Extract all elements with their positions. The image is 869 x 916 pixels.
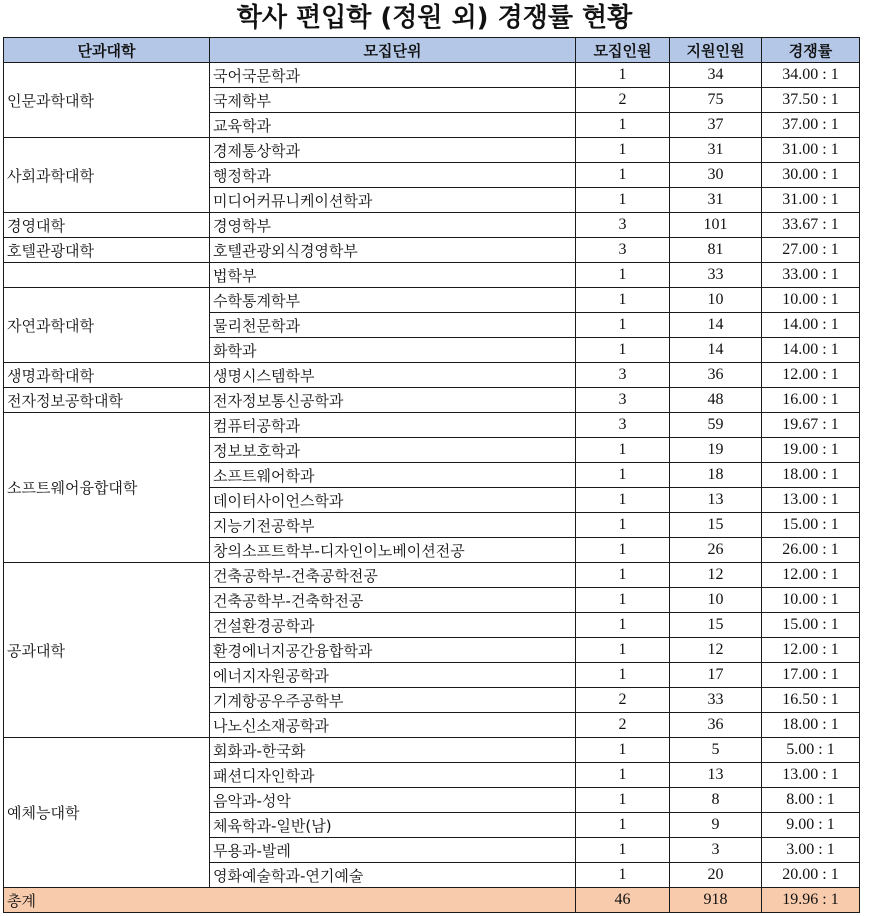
- ratio-cell: 14.00 : 1: [762, 313, 860, 338]
- ratio-cell: 15.00 : 1: [762, 613, 860, 638]
- unit-cell: 정보보호학과: [210, 438, 576, 463]
- applicants-cell: 34: [670, 63, 762, 88]
- quota-cell: 1: [576, 138, 670, 163]
- quota-cell: 1: [576, 763, 670, 788]
- unit-cell: 환경에너지공간융합학과: [210, 638, 576, 663]
- applicants-cell: 75: [670, 88, 762, 113]
- applicants-cell: 59: [670, 413, 762, 438]
- total-row: [4, 888, 860, 913]
- college-cell: 생명과학대학: [4, 363, 210, 388]
- quota-cell: 1: [576, 513, 670, 538]
- college-cell: 사회과학대학: [4, 138, 210, 213]
- ratio-cell: 16.00 : 1: [762, 388, 860, 413]
- unit-cell: 소프트웨어학과: [210, 463, 576, 488]
- table-row: [4, 738, 860, 763]
- applicants-cell: 48: [670, 388, 762, 413]
- quota-cell: 1: [576, 338, 670, 363]
- page-title: 학사 편입학 (정원 외) 경쟁률 현황: [236, 3, 633, 33]
- ratio-cell: 17.00 : 1: [762, 663, 860, 688]
- applicants-cell: 12: [670, 638, 762, 663]
- ratio-cell: 12.00 : 1: [762, 563, 860, 588]
- college-cell: 전자정보공학대학: [4, 388, 210, 413]
- applicants-cell: 31: [670, 188, 762, 213]
- unit-cell: 교육학과: [210, 113, 576, 138]
- quota-cell: 1: [576, 813, 670, 838]
- applicants-cell: 33: [670, 263, 762, 288]
- ratio-cell: 27.00 : 1: [762, 238, 860, 263]
- ratio-cell: 5.00 : 1: [762, 738, 860, 763]
- quota-cell: 1: [576, 588, 670, 613]
- unit-cell: 경제통상학과: [210, 138, 576, 163]
- applicants-cell: 20: [670, 863, 762, 888]
- quota-cell: 3: [576, 413, 670, 438]
- header-row: [4, 38, 860, 63]
- quota-cell: 3: [576, 388, 670, 413]
- ratio-cell: 10.00 : 1: [762, 588, 860, 613]
- ratio-cell: 13.00 : 1: [762, 763, 860, 788]
- quota-cell: 1: [576, 863, 670, 888]
- header-quota: 모집인원: [576, 38, 670, 63]
- total-quota: 46: [576, 888, 670, 913]
- quota-cell: 1: [576, 788, 670, 813]
- quota-cell: 3: [576, 213, 670, 238]
- table-row: [4, 288, 860, 313]
- unit-cell: 지능기전공학부: [210, 513, 576, 538]
- ratio-cell: 33.00 : 1: [762, 263, 860, 288]
- applicants-cell: 12: [670, 563, 762, 588]
- applicants-cell: 37: [670, 113, 762, 138]
- college-cell: 호텔관광대학: [4, 238, 210, 263]
- ratio-cell: 13.00 : 1: [762, 488, 860, 513]
- applicants-cell: 18: [670, 463, 762, 488]
- ratio-cell: 18.00 : 1: [762, 713, 860, 738]
- ratio-cell: 30.00 : 1: [762, 163, 860, 188]
- unit-cell: 전자정보통신공학과: [210, 388, 576, 413]
- unit-cell: 건축공학부-건축학전공: [210, 588, 576, 613]
- quota-cell: 1: [576, 163, 670, 188]
- unit-cell: 국제학부: [210, 88, 576, 113]
- ratio-cell: 33.67 : 1: [762, 213, 860, 238]
- unit-cell: 무용과-발레: [210, 838, 576, 863]
- table-row: [4, 63, 860, 88]
- unit-cell: 법학부: [210, 263, 576, 288]
- table-row: [4, 388, 860, 413]
- unit-cell: 회화과-한국화: [210, 738, 576, 763]
- unit-cell: 건축공학부-건축공학전공: [210, 563, 576, 588]
- applicants-cell: 30: [670, 163, 762, 188]
- quota-cell: 1: [576, 488, 670, 513]
- unit-cell: 미디어커뮤니케이션학과: [210, 188, 576, 213]
- unit-cell: 영화예술학과-연기예술: [210, 863, 576, 888]
- ratio-cell: 37.00 : 1: [762, 113, 860, 138]
- applicants-cell: 14: [670, 338, 762, 363]
- unit-cell: 데이터사이언스학과: [210, 488, 576, 513]
- applicants-cell: 8: [670, 788, 762, 813]
- college-cell: [4, 263, 210, 288]
- ratio-cell: 14.00 : 1: [762, 338, 860, 363]
- applicants-cell: 15: [670, 613, 762, 638]
- ratio-cell: 16.50 : 1: [762, 688, 860, 713]
- unit-cell: 음악과-성악: [210, 788, 576, 813]
- quota-cell: 1: [576, 263, 670, 288]
- table-row: [4, 138, 860, 163]
- college-cell: 자연과학대학: [4, 288, 210, 363]
- quota-cell: 1: [576, 738, 670, 763]
- quota-cell: 1: [576, 113, 670, 138]
- total-ratio: 19.96 : 1: [762, 888, 860, 913]
- total-applicants: 918: [670, 888, 762, 913]
- ratio-cell: 19.67 : 1: [762, 413, 860, 438]
- applicants-cell: 36: [670, 713, 762, 738]
- quota-cell: 2: [576, 88, 670, 113]
- unit-cell: 경영학부: [210, 213, 576, 238]
- quota-cell: 1: [576, 463, 670, 488]
- unit-cell: 호텔관광외식경영학부: [210, 238, 576, 263]
- quota-cell: 1: [576, 613, 670, 638]
- ratio-cell: 3.00 : 1: [762, 838, 860, 863]
- unit-cell: 물리천문학과: [210, 313, 576, 338]
- ratio-cell: 37.50 : 1: [762, 88, 860, 113]
- applicants-cell: 13: [670, 763, 762, 788]
- unit-cell: 컴퓨터공학과: [210, 413, 576, 438]
- quota-cell: 2: [576, 713, 670, 738]
- applicants-cell: 10: [670, 588, 762, 613]
- applicants-cell: 9: [670, 813, 762, 838]
- applicants-cell: 19: [670, 438, 762, 463]
- header-college: 단과대학: [4, 38, 210, 63]
- unit-cell: 생명시스템학부: [210, 363, 576, 388]
- quota-cell: 1: [576, 838, 670, 863]
- ratio-cell: 8.00 : 1: [762, 788, 860, 813]
- ratio-cell: 34.00 : 1: [762, 63, 860, 88]
- applicants-cell: 15: [670, 513, 762, 538]
- table-row: [4, 263, 860, 288]
- quota-cell: 3: [576, 363, 670, 388]
- quota-cell: 2: [576, 688, 670, 713]
- unit-cell: 에너지자원공학과: [210, 663, 576, 688]
- college-cell: 인문과학대학: [4, 63, 210, 138]
- quota-cell: 1: [576, 313, 670, 338]
- quota-cell: 1: [576, 638, 670, 663]
- quota-cell: 1: [576, 188, 670, 213]
- applicants-cell: 36: [670, 363, 762, 388]
- competition-table: [3, 37, 860, 913]
- applicants-cell: 81: [670, 238, 762, 263]
- quota-cell: 1: [576, 288, 670, 313]
- college-cell: 공과대학: [4, 563, 210, 738]
- college-cell: 경영대학: [4, 213, 210, 238]
- header-applicants: 지원인원: [670, 38, 762, 63]
- quota-cell: 1: [576, 663, 670, 688]
- ratio-cell: 12.00 : 1: [762, 638, 860, 663]
- ratio-cell: 9.00 : 1: [762, 813, 860, 838]
- unit-cell: 수학통계학부: [210, 288, 576, 313]
- unit-cell: 건설환경공학과: [210, 613, 576, 638]
- ratio-cell: 31.00 : 1: [762, 188, 860, 213]
- unit-cell: 패션디자인학과: [210, 763, 576, 788]
- ratio-cell: 19.00 : 1: [762, 438, 860, 463]
- ratio-cell: 12.00 : 1: [762, 363, 860, 388]
- unit-cell: 화학과: [210, 338, 576, 363]
- ratio-cell: 26.00 : 1: [762, 538, 860, 563]
- header-unit: 모집단위: [210, 38, 576, 63]
- unit-cell: 행정학과: [210, 163, 576, 188]
- table-row: [4, 238, 860, 263]
- applicants-cell: 3: [670, 838, 762, 863]
- unit-cell: 창의소프트학부-디자인이노베이션전공: [210, 538, 576, 563]
- applicants-cell: 10: [670, 288, 762, 313]
- ratio-cell: 31.00 : 1: [762, 138, 860, 163]
- applicants-cell: 31: [670, 138, 762, 163]
- applicants-cell: 13: [670, 488, 762, 513]
- unit-cell: 기계항공우주공학부: [210, 688, 576, 713]
- unit-cell: 나노신소재공학과: [210, 713, 576, 738]
- quota-cell: 1: [576, 63, 670, 88]
- applicants-cell: 5: [670, 738, 762, 763]
- header-ratio: 경쟁률: [762, 38, 860, 63]
- quota-cell: 1: [576, 563, 670, 588]
- table-row: [4, 363, 860, 388]
- college-cell: 예체능대학: [4, 738, 210, 888]
- ratio-cell: 20.00 : 1: [762, 863, 860, 888]
- applicants-cell: 33: [670, 688, 762, 713]
- applicants-cell: 14: [670, 313, 762, 338]
- unit-cell: 국어국문학과: [210, 63, 576, 88]
- quota-cell: 3: [576, 238, 670, 263]
- applicants-cell: 17: [670, 663, 762, 688]
- ratio-cell: 10.00 : 1: [762, 288, 860, 313]
- quota-cell: 1: [576, 438, 670, 463]
- table-row: [4, 213, 860, 238]
- ratio-cell: 18.00 : 1: [762, 463, 860, 488]
- table-row: [4, 413, 860, 438]
- quota-cell: 1: [576, 538, 670, 563]
- unit-cell: 체육학과-일반(남): [210, 813, 576, 838]
- total-label: 총계: [4, 888, 576, 913]
- ratio-cell: 15.00 : 1: [762, 513, 860, 538]
- applicants-cell: 26: [670, 538, 762, 563]
- applicants-cell: 101: [670, 213, 762, 238]
- table-row: [4, 563, 860, 588]
- college-cell: 소프트웨어융합대학: [4, 413, 210, 563]
